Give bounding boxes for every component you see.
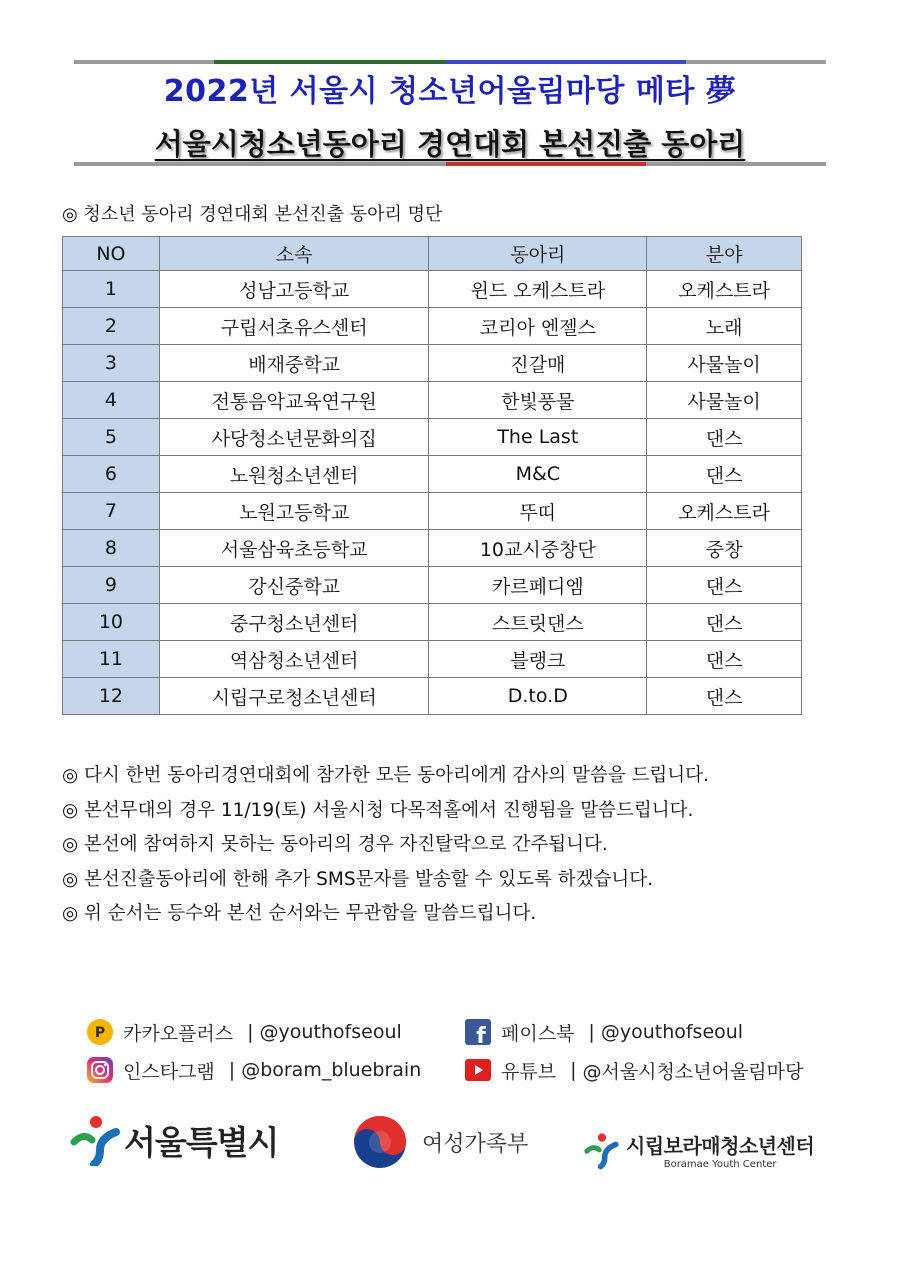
section-heading: ◎ 청소년 동아리 경연대회 본선진출 동아리 명단 xyxy=(62,204,443,225)
cell-no: 1 xyxy=(63,271,160,308)
table-row xyxy=(63,271,802,308)
cell-affiliation: 사당청소년문화의집 xyxy=(159,419,429,456)
cell-field: 노래 xyxy=(647,308,802,345)
cell-affiliation: 중구청소년센터 xyxy=(159,604,429,641)
youtube-icon xyxy=(464,1056,492,1084)
social-youtube-label: 유튜브 xyxy=(501,1060,557,1083)
cell-club: The Last xyxy=(429,419,647,456)
table-row xyxy=(63,567,802,604)
cell-no: 8 xyxy=(63,530,160,567)
page-title: 2022년 서울시 청소년어울림마당 메타 夢 xyxy=(163,74,737,109)
top-rule xyxy=(74,60,826,64)
finalist-table xyxy=(62,236,802,715)
social-instagram[interactable] xyxy=(86,1056,421,1084)
cell-no: 10 xyxy=(63,604,160,641)
facebook-icon xyxy=(464,1018,492,1046)
social-facebook-label: 페이스북 xyxy=(501,1022,575,1045)
cell-affiliation: 노원고등학교 xyxy=(159,493,429,530)
cell-affiliation: 강신중학교 xyxy=(159,567,429,604)
cell-club: 진갈매 xyxy=(429,345,647,382)
cell-club: 뚜띠 xyxy=(429,493,647,530)
cell-no: 6 xyxy=(63,456,160,493)
cell-field: 댄스 xyxy=(647,641,802,678)
boramae-logo xyxy=(584,1130,814,1170)
column-header-club: 동아리 xyxy=(429,237,647,271)
separator: | xyxy=(247,1021,254,1043)
table-row xyxy=(63,345,802,382)
cell-club: M&C xyxy=(429,456,647,493)
cell-no: 2 xyxy=(63,308,160,345)
cell-no: 5 xyxy=(63,419,160,456)
cell-field: 중창 xyxy=(647,530,802,567)
social-kakao[interactable] xyxy=(86,1018,402,1046)
cell-field: 댄스 xyxy=(647,456,802,493)
svg-text:f: f xyxy=(476,1024,486,1046)
social-youtube-handle: @서울시청소년어울림마당 xyxy=(582,1060,804,1083)
table-row xyxy=(63,382,802,419)
cell-affiliation: 시립구로청소년센터 xyxy=(159,678,429,715)
cell-no: 9 xyxy=(63,567,160,604)
table-header-row xyxy=(63,237,802,271)
table-row xyxy=(63,493,802,530)
svg-text:P: P xyxy=(94,1025,106,1041)
seoul-emblem-small-icon xyxy=(584,1130,620,1170)
cell-club: 한빛풍물 xyxy=(429,382,647,419)
notice-item: ◎ 본선무대의 경우 11/19(토) 서울시청 다목적홀에서 진행됨을 말씀드립니다. xyxy=(62,799,694,821)
separator: | xyxy=(588,1021,595,1043)
cell-affiliation: 서울삼육초등학교 xyxy=(159,530,429,567)
table-row xyxy=(63,604,802,641)
table-row xyxy=(63,419,802,456)
cell-field: 댄스 xyxy=(647,678,802,715)
social-kakao-handle: @youthofseoul xyxy=(259,1021,402,1043)
cell-field: 사물놀이 xyxy=(647,382,802,419)
notice-item: ◎ 위 순서는 등수와 본선 순서와는 무관함을 말씀드립니다. xyxy=(62,903,537,924)
cell-club: 10교시중창단 xyxy=(429,530,647,567)
cell-field: 댄스 xyxy=(647,604,802,641)
table-row xyxy=(63,530,802,567)
social-instagram-label: 인스타그램 xyxy=(123,1060,215,1083)
cell-no: 11 xyxy=(63,641,160,678)
seoul-emblem-icon xyxy=(70,1114,122,1166)
cell-affiliation: 전통음악교육연구원 xyxy=(159,382,429,419)
notice-item: ◎ 본선에 참여하지 못하는 동아리의 경우 자진탈락으로 간주됩니다. xyxy=(62,834,608,855)
column-header-no: NO xyxy=(63,237,160,271)
ministry-logo-text: 여성가족부 xyxy=(422,1131,529,1157)
cell-no: 7 xyxy=(63,493,160,530)
column-header-field: 분야 xyxy=(647,237,802,271)
notice-item: ◎ 본선진출동아리에 한해 추가 SMS문자를 발송할 수 있도록 하겠습니다. xyxy=(62,868,654,890)
social-instagram-handle: @boram_bluebrain xyxy=(241,1059,422,1081)
cell-field: 오케스트라 xyxy=(647,493,802,530)
table-row xyxy=(63,641,802,678)
cell-club: 블랭크 xyxy=(429,641,647,678)
social-facebook[interactable] xyxy=(464,1018,743,1046)
boramae-logo-english: Boramae Youth Center xyxy=(663,1159,777,1170)
boramae-logo-text: 시립보라매청소년센터 xyxy=(626,1134,815,1158)
cell-field: 댄스 xyxy=(647,419,802,456)
table-row xyxy=(63,456,802,493)
cell-club: D.to.D xyxy=(429,678,647,715)
instagram-icon xyxy=(86,1056,114,1084)
cell-affiliation: 역삼청소년센터 xyxy=(159,641,429,678)
cell-field: 오케스트라 xyxy=(647,271,802,308)
cell-club: 윈드 오케스트라 xyxy=(429,271,647,308)
seoul-logo-text: 서울특별시 xyxy=(124,1122,279,1162)
separator: | xyxy=(570,1059,577,1081)
cell-no: 12 xyxy=(63,678,160,715)
cell-field: 사물놀이 xyxy=(647,345,802,382)
cell-affiliation: 배재중학교 xyxy=(159,345,429,382)
taegeuk-emblem-icon xyxy=(350,1114,410,1170)
seoul-logo xyxy=(70,1114,278,1166)
page-subtitle: 서울시청소년동아리 경연대회 본선진출 동아리 xyxy=(154,127,746,161)
cell-club: 스트릿댄스 xyxy=(429,604,647,641)
cell-affiliation: 노원청소년센터 xyxy=(159,456,429,493)
cell-club: 코리아 엔젤스 xyxy=(429,308,647,345)
cell-field: 댄스 xyxy=(647,567,802,604)
column-header-affiliation: 소속 xyxy=(159,237,429,271)
cell-no: 4 xyxy=(63,382,160,419)
cell-affiliation: 구립서초유스센터 xyxy=(159,308,429,345)
social-kakao-label: 카카오플러스 xyxy=(123,1022,234,1045)
cell-no: 3 xyxy=(63,345,160,382)
ministry-logo xyxy=(350,1114,528,1170)
kakao-plus-icon xyxy=(86,1018,114,1046)
social-facebook-handle: @youthofseoul xyxy=(600,1021,744,1043)
bottom-rule xyxy=(74,162,826,166)
table-row xyxy=(63,308,802,345)
notice-item: ◎ 다시 한번 동아리경연대회에 참가한 모든 동아리에게 감사의 말씀을 드립니다. xyxy=(62,765,709,786)
separator: | xyxy=(228,1059,236,1081)
notice-list xyxy=(62,762,862,935)
table-row xyxy=(63,678,802,715)
cell-club: 카르페디엠 xyxy=(429,567,647,604)
cell-affiliation: 성남고등학교 xyxy=(159,271,429,308)
social-youtube[interactable] xyxy=(464,1056,803,1084)
